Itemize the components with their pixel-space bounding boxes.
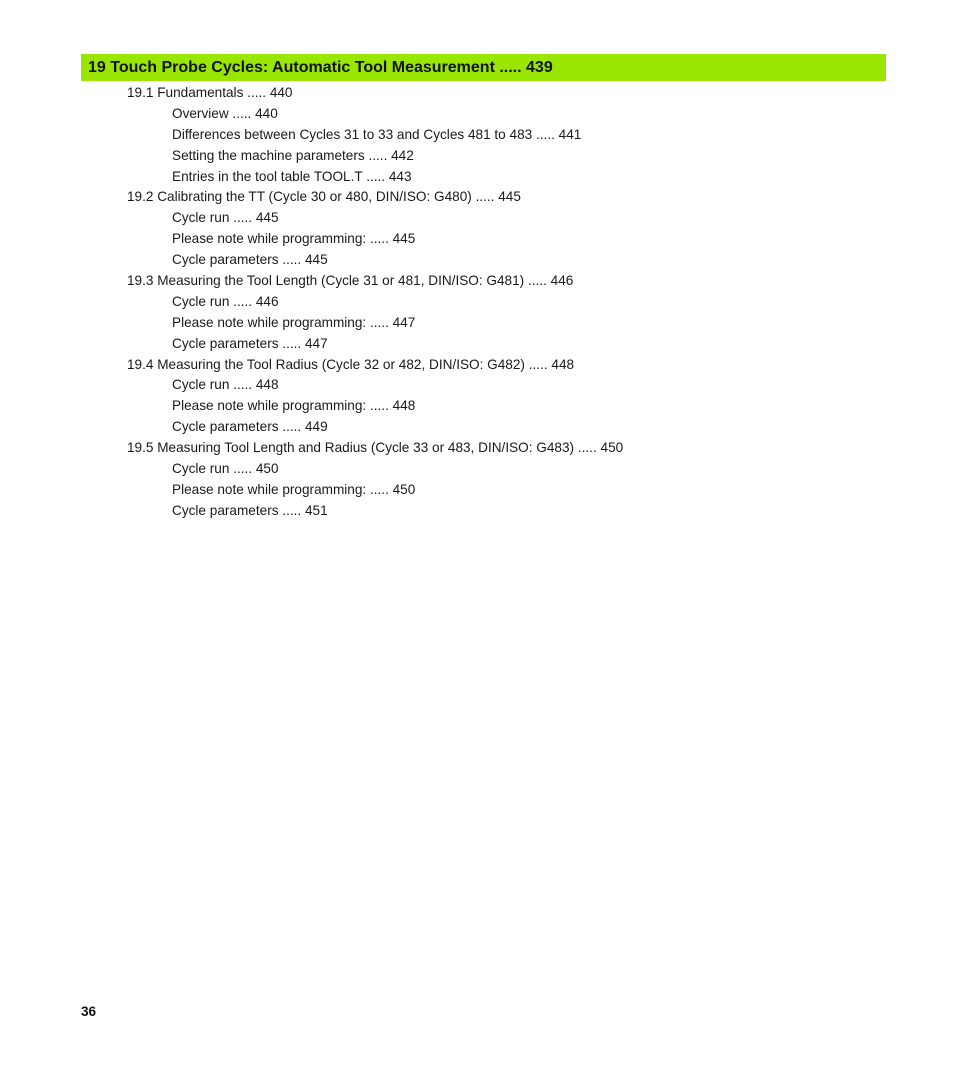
toc-subsection-entry[interactable]: Cycle run ..... 450: [172, 461, 279, 477]
chapter-heading-bar: [81, 54, 886, 81]
toc-subsection-entry[interactable]: Cycle run ..... 445: [172, 210, 279, 226]
toc-subsection-entry[interactable]: Cycle parameters ..... 449: [172, 419, 328, 435]
toc-section-entry[interactable]: 19.4 Measuring the Tool Radius (Cycle 32 or 482, DIN/ISO: G482) ..... 448: [127, 356, 575, 372]
toc-subsection-entry[interactable]: Cycle run ..... 446: [172, 293, 279, 309]
toc-subsection-entry[interactable]: Setting the machine parameters ..... 442: [172, 147, 414, 163]
toc-section-entry[interactable]: 19.3 Measuring the Tool Length (Cycle 31 or 481, DIN/ISO: G481) ..... 446: [127, 273, 574, 289]
toc-subsection-entry[interactable]: Overview ..... 440: [172, 105, 278, 121]
toc-subsection-entry[interactable]: Cycle parameters ..... 447: [172, 335, 328, 351]
toc-subsection-entry[interactable]: Cycle run ..... 448: [172, 377, 279, 393]
toc-subsection-entry[interactable]: Please note while programming: ..... 447: [172, 314, 416, 330]
toc-section-entry[interactable]: 19.2 Calibrating the TT (Cycle 30 or 480, DIN/ISO: G480) ..... 445: [127, 189, 521, 205]
toc-subsection-entry[interactable]: Please note while programming: ..... 445: [172, 231, 416, 247]
toc-subsection-entry[interactable]: Entries in the tool table TOOL.T ..... 443: [172, 168, 412, 184]
toc-subsection-entry[interactable]: Please note while programming: ..... 450: [172, 481, 416, 497]
table-of-contents: [0, 83, 954, 522]
toc-subsection-entry[interactable]: Differences between Cycles 31 to 33 and Cycles 481 to 483 ..... 441: [172, 126, 582, 142]
toc-subsection-entry[interactable]: Cycle parameters ..... 445: [172, 252, 328, 268]
toc-subsection-entry[interactable]: Please note while programming: ..... 448: [172, 398, 416, 414]
toc-section-entry[interactable]: 19.1 Fundamentals ..... 440: [127, 85, 293, 100]
page-number: 36: [81, 1004, 97, 1019]
toc-section-entry[interactable]: 19.5 Measuring Tool Length and Radius (Cycle 33 or 483, DIN/ISO: G483) ..... 450: [127, 440, 624, 456]
toc-subsection-entry[interactable]: Cycle parameters ..... 451: [172, 502, 328, 518]
chapter-title[interactable]: 19 Touch Probe Cycles: Automatic Tool Measurement ..... 439: [88, 58, 553, 76]
